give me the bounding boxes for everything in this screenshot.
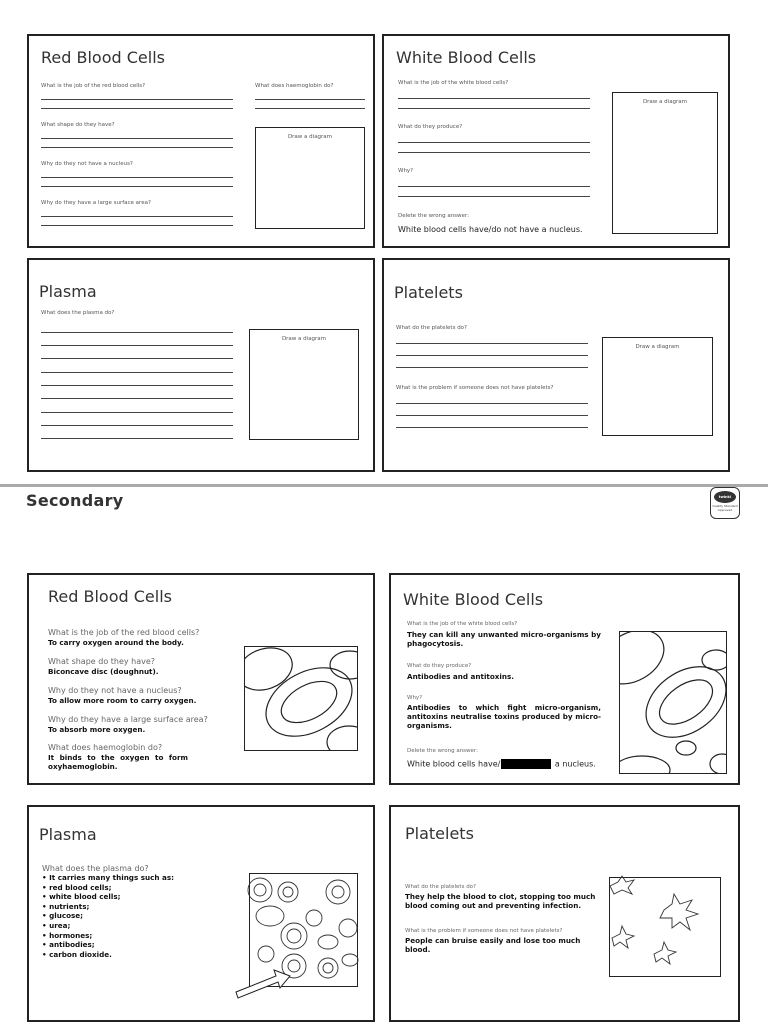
question-text: What is the job of the red blood cells? [48,628,200,637]
question-text: What do they produce? [398,124,463,130]
answer-text: To absorb more oxygen. [48,725,146,734]
writing-line[interactable] [398,152,590,153]
writing-line[interactable] [41,108,233,109]
writing-line[interactable] [398,142,590,143]
list-item: • antibodies; [42,940,95,950]
worksheet-card-plasma [27,258,375,472]
delete-wrong-answer-statement[interactable]: White blood cells have/do not have a nucleus. [398,225,583,234]
answer-text: To allow more room to carry oxygen. [48,696,197,705]
card-title: White Blood Cells [403,590,544,609]
plasma-answer-list [42,873,174,959]
question-text: What does haemoglobin do? [48,743,163,752]
card-title: Plasma [39,282,97,301]
writing-line[interactable] [41,99,233,100]
diagram-label: Draw a diagram [642,99,688,105]
diagram-label: Draw a diagram [635,344,680,350]
question-text: What does the plasma do? [41,310,115,316]
writing-line[interactable] [41,398,233,399]
worksheet-card-white-blood-cells [382,34,730,248]
diagram-box[interactable] [612,92,718,234]
writing-line[interactable] [41,438,233,439]
card-title: Plasma [39,825,97,844]
answer-card-plasma [27,805,375,1022]
question-text: What is the job of the white blood cells? [407,621,518,627]
diagram-label: Draw a diagram [287,134,333,140]
answer-text: They can kill any unwanted micro-organisms by phagocytosis. [407,630,601,648]
statement-end: a nucleus. [554,759,596,769]
writing-line[interactable] [398,186,590,187]
writing-line[interactable] [41,186,233,187]
question-text: What shape do they have? [48,657,156,666]
answer-text: To carry oxygen around the body. [48,638,184,647]
writing-line[interactable] [398,108,590,109]
worksheet-card-red-blood-cells [27,34,375,248]
writing-line[interactable] [41,385,233,386]
writing-line[interactable] [41,372,233,373]
question-text: Why do they have a large surface area? [48,715,208,724]
card-title: White Blood Cells [396,48,537,67]
question-text: What shape do they have? [41,122,115,128]
writing-line[interactable] [41,425,233,426]
list-item: • urea; [42,920,71,930]
list-item: • hormones; [42,930,93,940]
writing-line[interactable] [41,225,233,226]
question-text: Why? [407,695,423,701]
card-title: Red Blood Cells [41,48,165,67]
statement-start: White blood cells have/ [407,759,501,769]
list-item: • carbon dioxide. [42,949,112,959]
delete-wrong-answer-statement [407,759,596,769]
list-item: • red blood cells; [42,882,112,892]
question-text: What do the platelets do? [396,325,467,331]
list-item: • glucose; [42,911,84,921]
writing-line[interactable] [396,403,588,404]
writing-line[interactable] [41,332,233,333]
writing-line[interactable] [396,367,588,368]
writing-line[interactable] [41,358,233,359]
white-blood-cells-illustration [619,631,727,774]
writing-line[interactable] [396,415,588,416]
answer-card-red-blood-cells [27,573,375,785]
answer-text: Biconcave disc (doughnut). [48,667,159,676]
diagram-label: Draw a diagram [281,336,327,342]
question-text: Why do they not have a nucleus? [48,686,182,695]
answer-text: People can bruise easily and lose too much blood. [405,936,581,954]
logo-wordmark: twinkl [714,491,736,503]
writing-line[interactable] [396,427,588,428]
answer-text: They help the blood to clot, stopping too much blood coming out and preventing infection. [405,892,596,910]
answer-card-platelets [389,805,740,1022]
diagram-box[interactable] [255,127,365,229]
diagram-box[interactable] [602,337,713,436]
writing-line[interactable] [255,99,365,100]
writing-line[interactable] [398,196,590,197]
redaction-bar [501,759,551,769]
question-text: What is the job of the white blood cells? [398,80,509,86]
writing-line[interactable] [255,108,365,109]
card-title: Red Blood Cells [48,587,172,606]
question-text: What is the problem if someone does not have platelets? [405,928,563,934]
answer-text: Antibodies to which fight micro-organism, antitoxins neutralise toxins produced by micro-organisms. [407,703,601,730]
writing-line[interactable] [396,355,588,356]
list-item: • It carries many things such as: [42,873,175,882]
logo-subtext: Quality Standard Approved [712,504,738,512]
writing-line[interactable] [396,343,588,344]
question-text: What does the plasma do? [42,864,149,873]
question-text: Why do they have a large surface area? [41,200,151,206]
question-text: Why do they not have a nucleus? [41,161,133,167]
writing-line[interactable] [398,98,590,99]
writing-line[interactable] [41,216,233,217]
writing-line[interactable] [41,147,233,148]
writing-line[interactable] [41,412,233,413]
answer-card-white-blood-cells [389,573,740,785]
answer-text: Antibodies and antitoxins. [407,672,515,681]
card-title: Platelets [405,824,474,843]
red-blood-cells-illustration [244,646,358,751]
instruction-text: Delete the wrong answer: [398,213,469,219]
question-text: What do the platelets do? [405,884,476,890]
card-title: Platelets [394,283,463,302]
instruction-text: Delete the wrong answer: [407,748,478,754]
answer-text: It binds to the oxygen to form oxyhaemoglobin. [48,753,188,771]
writing-line[interactable] [41,177,233,178]
worksheet-card-platelets [382,258,730,472]
question-text: What do they produce? [407,663,472,669]
writing-line[interactable] [41,345,233,346]
platelets-illustration [609,877,721,977]
list-item: • nutrients; [42,901,90,911]
plasma-illustration [249,873,358,987]
diagram-box[interactable] [249,329,359,440]
question-text: Why? [398,168,414,174]
brand-name: Secondary [26,491,124,510]
question-text: What is the problem if someone does not have platelets? [396,385,554,391]
question-text: What does haemoglobin do? [255,83,334,89]
list-item: • white blood cells; [42,892,121,902]
quality-standard-logo [710,487,740,519]
question-text: What is the job of the red blood cells? [41,83,146,89]
writing-line[interactable] [41,138,233,139]
page-divider [0,484,768,487]
